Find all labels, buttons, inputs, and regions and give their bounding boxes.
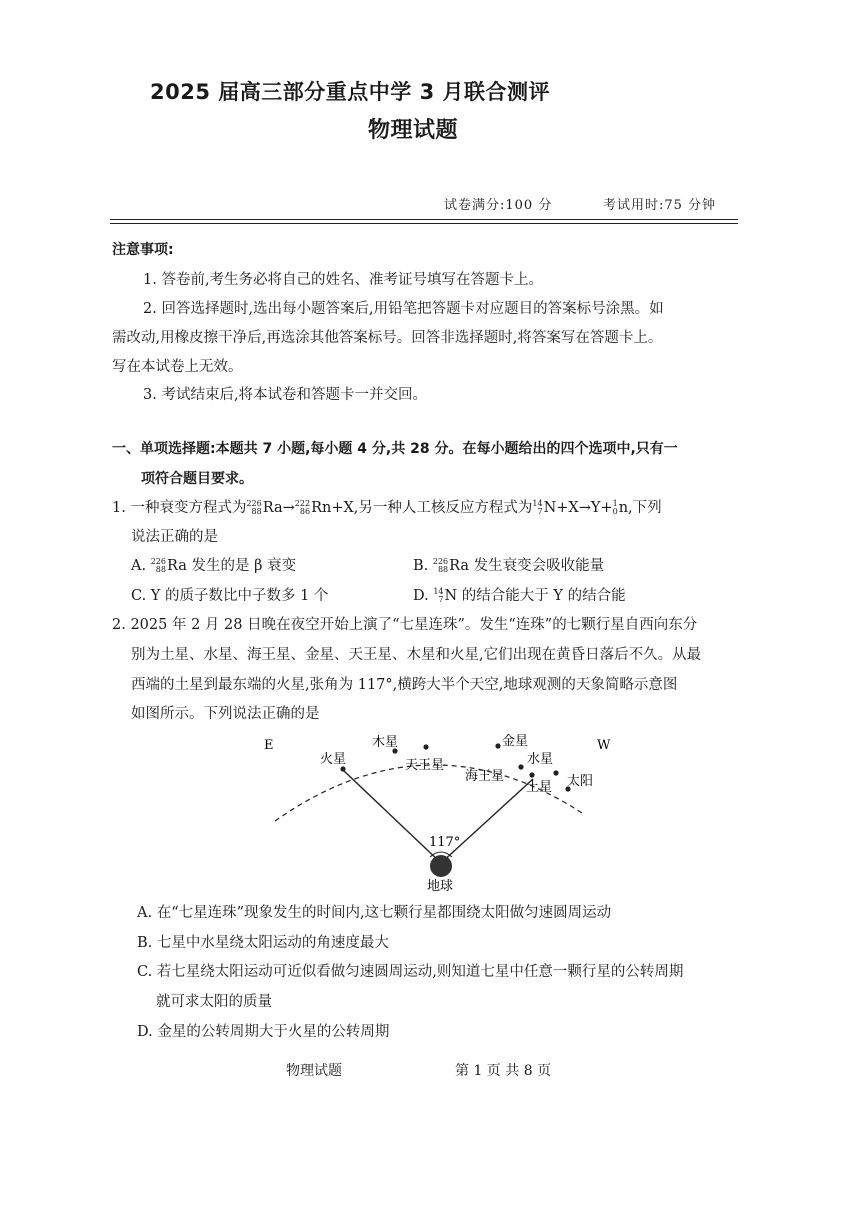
section-heading-line-1: 一、单项选择题:本题共 7 小题,每小题 4 分,共 28 分。在每小题给出的四个选项中,只有一 (112, 441, 678, 457)
west-label: W (597, 738, 611, 753)
jupiter-label: 木星 (372, 735, 399, 750)
footer-page-number: 第 1 页 共 8 页 (455, 1063, 552, 1079)
uranus-dot (423, 744, 428, 749)
saturn-dot (553, 770, 558, 775)
option-b-mass: 226 (432, 557, 449, 566)
option-b-charge: 88 (437, 565, 449, 574)
subject-title: 物理试题 (368, 118, 459, 143)
question-2-stem-line-3: 西端的土星到最东端的火星,张角为 117°,横跨大半个天空,地球观测的天象简略示意图 (131, 677, 678, 693)
question-2-option-b: B. 七星中水星绕太阳运动的角速度最大 (137, 935, 389, 951)
question-2-stem-line-2: 别为土星、水星、海王星、金星、天王星、木星和火星,它们出现在黄昏日落后不久。从最 (131, 647, 702, 663)
q1-text-c: N+X→Y+ (543, 500, 613, 516)
mars-label: 火星 (320, 752, 347, 767)
full-score: 试卷满分:100 分 (444, 198, 553, 213)
saturn-label: 土星 (526, 780, 553, 795)
rn-charge-number: 86 (299, 507, 311, 516)
option-b-text: Ra 发生衰变会吸收能量 (449, 558, 605, 574)
n-mass-number: 14 (532, 499, 543, 508)
mercury-label: 水星 (527, 752, 554, 767)
earth-label: 地球 (427, 879, 454, 894)
option-d-letter: D. (413, 588, 429, 604)
notice-item-1: 1. 答卷前,考生务必将自己的姓名、准考证号填写在答题卡上。 (143, 272, 544, 288)
q1-text-d: n,下列 (618, 500, 662, 516)
notice-item-2-line-2: 需改动,用橡皮擦干净后,再选涂其他答案标号。回答非选择题时,将答案写在答题卡上。 (112, 330, 663, 346)
line-to-saturn (441, 779, 533, 863)
notice-item-3: 3. 考试结束后,将本试卷和答题卡一并交回。 (143, 387, 428, 403)
venus-label: 金星 (502, 734, 529, 749)
question-2-option-d: D. 金星的公转周期大于火星的公转周期 (137, 1024, 390, 1040)
n-charge-number: 7 (537, 507, 543, 516)
footer-subject: 物理试题 (286, 1063, 342, 1079)
option-a-letter: A. (131, 558, 147, 574)
earth-icon (430, 855, 452, 877)
neutron-mass-number: 1 (612, 499, 618, 508)
q1-text-a: 1. 一种衰变方程式为 (112, 500, 247, 516)
line-to-mars (343, 770, 441, 863)
question-2-option-c-line-2: 就可求太阳的质量 (156, 994, 272, 1010)
mars-dot (340, 766, 345, 771)
mercury-dot (529, 772, 534, 777)
uranus-label: 天王星 (405, 758, 445, 773)
q1-text-ra: Ra→ (262, 500, 295, 516)
question-1-stem-line-2: 说法正确的是 (131, 529, 218, 545)
east-label: E (264, 738, 274, 753)
option-a-charge: 88 (155, 565, 166, 574)
question-1-option-c: C. Y 的质子数比中子数多 1 个 (131, 588, 329, 604)
ra-charge-number: 88 (251, 507, 262, 516)
section-heading-line-2: 项符合题目要求。 (141, 471, 253, 487)
question-2-option-c-line-1: C. 若七星绕太阳运动可近似看做匀速圆周运动,则知道七星中任意一颗行星的公转周期 (137, 964, 684, 980)
neptune-label: 海王星 (465, 769, 505, 784)
notice-item-2-line-1: 2. 回答选择题时,选出每小题答案后,用铅笔把答题卡对应题目的答案标号涂黑。如 (143, 301, 664, 317)
neptune-dot (518, 764, 523, 769)
option-d-charge: 7 (438, 595, 444, 604)
option-d-mass: 14 (433, 587, 444, 596)
question-2-option-a: A. 在“七星连珠”现象发生的时间内,这七颗行星都围绕太阳做匀速圆周运动 (137, 905, 612, 921)
angle-label: 117° (429, 835, 461, 850)
notice-heading: 注意事项: (112, 242, 174, 258)
option-a-text: Ra 发生的是 β 衰变 (166, 558, 297, 574)
option-a-mass: 226 (150, 557, 166, 566)
ra-mass-number: 226 (246, 499, 262, 508)
option-b-letter: B. (413, 558, 429, 574)
notice-item-2-line-3: 写在本试卷上无效。 (112, 359, 243, 375)
exam-title: 2025 届高三部分重点中学 3 月联合测评 (150, 80, 550, 104)
question-2-stem-line-4: 如图所示。下列说法正确的是 (131, 706, 320, 722)
q1-text-b: Rn+X,另一种人工核反应方程式为 (311, 500, 533, 516)
option-d-text: N 的结合能大于 Y 的结合能 (444, 588, 626, 604)
question-2-stem-line-1: 2. 2025 年 2 月 28 日晚在夜空开始上演了“七星连珠”。发生“连珠”的七颗行星自西向东分 (112, 617, 698, 633)
sun-label: 太阳 (567, 774, 594, 789)
time-limit: 考试用时:75 分钟 (603, 198, 717, 213)
venus-dot (495, 743, 500, 748)
neutron-charge-number: 0 (612, 507, 618, 516)
rn-mass-number: 222 (294, 499, 311, 508)
